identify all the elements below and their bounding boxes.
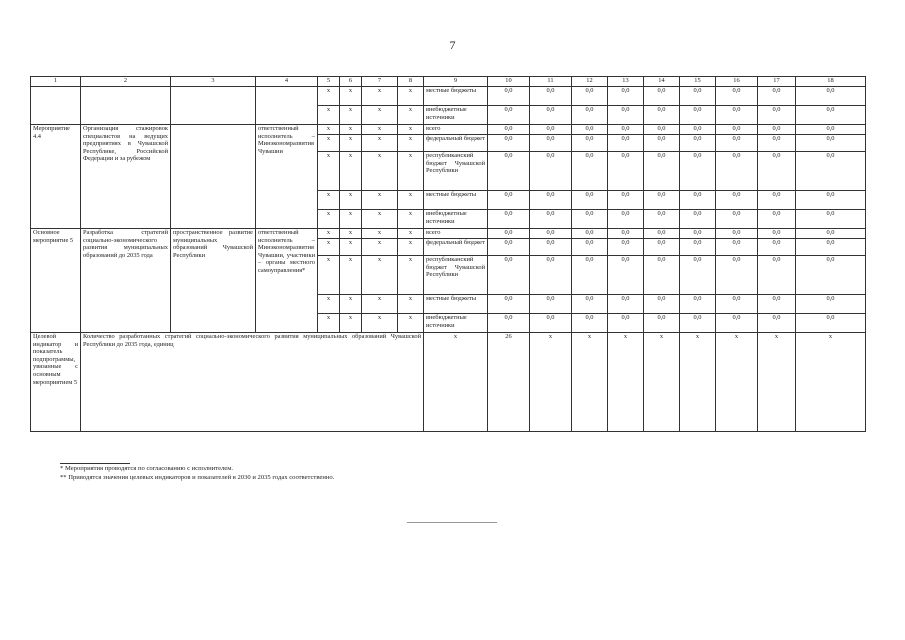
value-cell: 0,0 bbox=[608, 106, 644, 125]
continuation-row bbox=[31, 87, 866, 106]
value-cell: 0,0 bbox=[758, 295, 796, 314]
table-cell: x bbox=[340, 229, 362, 239]
value-cell: 0,0 bbox=[758, 106, 796, 125]
table-cell: x bbox=[340, 256, 362, 295]
table-cell: x bbox=[340, 125, 362, 135]
value-cell: 0,0 bbox=[644, 210, 680, 229]
value-cell: 0,0 bbox=[796, 229, 866, 239]
column-header: 2 bbox=[81, 77, 171, 87]
value-cell: 0,0 bbox=[680, 314, 716, 333]
value-cell: 0,0 bbox=[680, 125, 716, 135]
value-cell: 0,0 bbox=[644, 191, 680, 210]
value-cell: 0,0 bbox=[680, 135, 716, 152]
value-cell: 0,0 bbox=[680, 106, 716, 125]
value-cell: 0,0 bbox=[796, 295, 866, 314]
table-cell: x bbox=[362, 314, 398, 333]
table-cell: x bbox=[398, 210, 424, 229]
value-cell: 0,0 bbox=[572, 229, 608, 239]
table-cell: x bbox=[318, 239, 340, 256]
table-cell: x bbox=[362, 191, 398, 210]
value-cell: 0,0 bbox=[572, 87, 608, 106]
measure-5-row bbox=[31, 229, 866, 239]
value-cell: 0,0 bbox=[796, 314, 866, 333]
table-cell: x bbox=[318, 135, 340, 152]
value-cell: 0,0 bbox=[530, 106, 572, 125]
footnote-2: ** Приводятся значения целевых индикаторов и показателей в 2030 и 2035 годах соответственно. bbox=[60, 474, 335, 481]
value-cell: 0,0 bbox=[530, 239, 572, 256]
table-cell: x bbox=[398, 314, 424, 333]
table-cell: x bbox=[362, 106, 398, 125]
table-cell: x bbox=[340, 295, 362, 314]
value-cell: 0,0 bbox=[644, 135, 680, 152]
value-cell: 0,0 bbox=[758, 191, 796, 210]
value-cell: 0,0 bbox=[488, 87, 530, 106]
table-cell: x bbox=[340, 135, 362, 152]
indicator-row bbox=[31, 333, 866, 432]
table-cell bbox=[31, 87, 81, 125]
table-cell: x bbox=[398, 135, 424, 152]
measure-name: Разработка стратегий социально-экономического развития муниципальных образований до 2035 года bbox=[81, 229, 171, 333]
table-cell: x bbox=[340, 314, 362, 333]
value-cell: 0,0 bbox=[572, 152, 608, 191]
value-cell: 0,0 bbox=[644, 229, 680, 239]
footnote-1: * Мероприятия проводятся по согласованию с исполнителем. bbox=[60, 465, 234, 472]
value-cell: 0,0 bbox=[796, 152, 866, 191]
column-header: 7 bbox=[362, 77, 398, 87]
table-cell: x bbox=[362, 87, 398, 106]
value-cell: 0,0 bbox=[572, 106, 608, 125]
value-cell: 0,0 bbox=[680, 191, 716, 210]
value-cell: 0,0 bbox=[530, 152, 572, 191]
value-cell: 0,0 bbox=[572, 256, 608, 295]
value-cell: 0,0 bbox=[488, 135, 530, 152]
value-cell: 0,0 bbox=[488, 314, 530, 333]
source-cell: федеральный бюджет bbox=[424, 239, 488, 256]
source-cell: федеральный бюджет bbox=[424, 135, 488, 152]
table-cell bbox=[81, 87, 171, 125]
source-cell: внебюджетные источники bbox=[424, 106, 488, 125]
value-cell: 0,0 bbox=[530, 256, 572, 295]
value-cell: 0,0 bbox=[488, 125, 530, 135]
value-cell: 0,0 bbox=[572, 295, 608, 314]
value-cell: 0,0 bbox=[530, 135, 572, 152]
value-cell: 0,0 bbox=[608, 135, 644, 152]
source-cell: республиканский бюджет Чувашской Республики bbox=[424, 256, 488, 295]
value-cell: 0,0 bbox=[680, 256, 716, 295]
measure-label: Мероприятие 4.4 bbox=[31, 125, 81, 229]
table-cell: x bbox=[318, 191, 340, 210]
executor-cell: ответственный исполнитель – Минэкономразвития Чувашии bbox=[256, 125, 318, 229]
value-cell: 0,0 bbox=[530, 87, 572, 106]
table-cell: x bbox=[318, 125, 340, 135]
table-cell: x bbox=[398, 295, 424, 314]
value-cell: 0,0 bbox=[716, 106, 758, 125]
value-cell: 0,0 bbox=[644, 152, 680, 191]
indicator-value: x bbox=[716, 333, 758, 432]
column-header: 4 bbox=[256, 77, 318, 87]
value-cell: 0,0 bbox=[644, 314, 680, 333]
value-cell: 0,0 bbox=[488, 210, 530, 229]
value-cell: 0,0 bbox=[644, 125, 680, 135]
column-header: 3 bbox=[171, 77, 256, 87]
table-cell: x bbox=[362, 256, 398, 295]
value-cell: 0,0 bbox=[716, 229, 758, 239]
measure-name: Организация стажировок специалистов на ведущих предприятиях в Чувашской Республике, Российской Федерации и за рубежом bbox=[81, 125, 171, 229]
value-cell: 0,0 bbox=[758, 314, 796, 333]
table-cell: x bbox=[398, 239, 424, 256]
value-cell: 0,0 bbox=[608, 152, 644, 191]
source-cell: местные бюджеты bbox=[424, 87, 488, 106]
column-header: 1 bbox=[31, 77, 81, 87]
value-cell: 0,0 bbox=[758, 210, 796, 229]
table-cell: x bbox=[398, 106, 424, 125]
column-header: 9 bbox=[424, 77, 488, 87]
value-cell: 0,0 bbox=[758, 125, 796, 135]
table-cell bbox=[171, 125, 256, 229]
value-cell: 0,0 bbox=[716, 87, 758, 106]
footnotes bbox=[60, 464, 334, 482]
value-cell: 0,0 bbox=[716, 295, 758, 314]
column-header: 18 bbox=[796, 77, 866, 87]
column-header: 13 bbox=[608, 77, 644, 87]
indicator-value: x bbox=[758, 333, 796, 432]
value-cell: 0,0 bbox=[716, 256, 758, 295]
source-cell: республиканский бюджет Чувашской Республики bbox=[424, 152, 488, 191]
indicator-text: Количество разработанных стратегий социально-экономического развития муниципальных образований Чувашской Республики до 2035 года, единиц bbox=[81, 333, 424, 432]
value-cell: 0,0 bbox=[572, 314, 608, 333]
indicator-value: x bbox=[680, 333, 716, 432]
value-cell: 0,0 bbox=[716, 135, 758, 152]
value-cell: 0,0 bbox=[716, 125, 758, 135]
table-cell: x bbox=[398, 191, 424, 210]
measure-4-4-row bbox=[31, 125, 866, 135]
table-cell: x bbox=[398, 125, 424, 135]
column-header: 11 bbox=[530, 77, 572, 87]
value-cell: 0,0 bbox=[758, 256, 796, 295]
value-cell: 0,0 bbox=[572, 191, 608, 210]
value-cell: 0,0 bbox=[644, 256, 680, 295]
table-cell: x bbox=[340, 106, 362, 125]
value-cell: 0,0 bbox=[796, 125, 866, 135]
column-header: 6 bbox=[340, 77, 362, 87]
table-cell: x bbox=[362, 125, 398, 135]
value-cell: 0,0 bbox=[716, 314, 758, 333]
value-cell: 0,0 bbox=[572, 239, 608, 256]
table-cell: x bbox=[340, 191, 362, 210]
table-cell: x bbox=[398, 87, 424, 106]
table-cell: x bbox=[318, 295, 340, 314]
value-cell: 0,0 bbox=[608, 210, 644, 229]
value-cell: 0,0 bbox=[716, 152, 758, 191]
value-cell: 0,0 bbox=[644, 239, 680, 256]
value-cell: 0,0 bbox=[716, 210, 758, 229]
table-cell: x bbox=[340, 87, 362, 106]
value-cell: 0,0 bbox=[572, 135, 608, 152]
value-cell: 0,0 bbox=[530, 210, 572, 229]
value-cell: 0,0 bbox=[680, 87, 716, 106]
value-cell: 0,0 bbox=[488, 239, 530, 256]
column-header: 8 bbox=[398, 77, 424, 87]
indicator-value: x bbox=[572, 333, 608, 432]
value-cell: 0,0 bbox=[716, 239, 758, 256]
table-cell: x bbox=[340, 210, 362, 229]
column-header: 5 bbox=[318, 77, 340, 87]
table-cell bbox=[256, 87, 318, 125]
value-cell: 0,0 bbox=[488, 191, 530, 210]
table-cell: x bbox=[318, 256, 340, 295]
indicator-value: x bbox=[608, 333, 644, 432]
budget-table bbox=[30, 76, 866, 432]
value-cell: 0,0 bbox=[644, 87, 680, 106]
value-cell: 0,0 bbox=[758, 239, 796, 256]
value-cell: 0,0 bbox=[608, 295, 644, 314]
value-cell: 0,0 bbox=[796, 135, 866, 152]
value-cell: 0,0 bbox=[796, 256, 866, 295]
value-cell: 0,0 bbox=[488, 229, 530, 239]
value-cell: 0,0 bbox=[488, 106, 530, 125]
table-cell: x bbox=[362, 295, 398, 314]
indicator-label: Целевой индикатор и показатель подпрограммы, увязанные с основным мероприятием 5 bbox=[31, 333, 81, 432]
value-cell: 0,0 bbox=[608, 87, 644, 106]
source-cell: местные бюджеты bbox=[424, 191, 488, 210]
indicator-value: 26 bbox=[488, 333, 530, 432]
table-cell: x bbox=[318, 106, 340, 125]
source-cell: всего bbox=[424, 125, 488, 135]
indicator-value: x bbox=[644, 333, 680, 432]
value-cell: 0,0 bbox=[644, 106, 680, 125]
table-cell: x bbox=[398, 229, 424, 239]
value-cell: 0,0 bbox=[530, 295, 572, 314]
value-cell: 0,0 bbox=[680, 152, 716, 191]
value-cell: 0,0 bbox=[530, 229, 572, 239]
header-row bbox=[31, 77, 866, 87]
value-cell: 0,0 bbox=[488, 295, 530, 314]
value-cell: 0,0 bbox=[530, 125, 572, 135]
indicator-value: x bbox=[796, 333, 866, 432]
source-cell: внебюджетные источники bbox=[424, 210, 488, 229]
value-cell: 0,0 bbox=[758, 87, 796, 106]
value-cell: 0,0 bbox=[530, 314, 572, 333]
value-cell: 0,0 bbox=[680, 229, 716, 239]
value-cell: 0,0 bbox=[608, 314, 644, 333]
table-cell: x bbox=[318, 152, 340, 191]
table-cell: x bbox=[398, 152, 424, 191]
value-cell: 0,0 bbox=[680, 210, 716, 229]
indicator-value: x bbox=[424, 333, 488, 432]
source-cell: всего bbox=[424, 229, 488, 239]
page-number: 7 bbox=[449, 38, 456, 52]
table-cell: x bbox=[398, 256, 424, 295]
column-header: 14 bbox=[644, 77, 680, 87]
executor-cell: ответственный исполнитель – Минэкономразвития Чувашии, участники – органы местного самоуправления* bbox=[256, 229, 318, 333]
value-cell: 0,0 bbox=[758, 152, 796, 191]
table-cell bbox=[171, 87, 256, 125]
column-header: 16 bbox=[716, 77, 758, 87]
end-rule bbox=[407, 522, 497, 523]
value-cell: 0,0 bbox=[796, 210, 866, 229]
value-cell: 0,0 bbox=[758, 135, 796, 152]
value-cell: 0,0 bbox=[796, 191, 866, 210]
table-cell: x bbox=[318, 314, 340, 333]
source-cell: местные бюджеты bbox=[424, 295, 488, 314]
measure-label: Основное мероприятие 5 bbox=[31, 229, 81, 333]
value-cell: 0,0 bbox=[796, 106, 866, 125]
value-cell: 0,0 bbox=[644, 295, 680, 314]
table-cell: x bbox=[340, 152, 362, 191]
table-cell: x bbox=[362, 229, 398, 239]
value-cell: 0,0 bbox=[608, 229, 644, 239]
value-cell: 0,0 bbox=[680, 239, 716, 256]
column-header: 10 bbox=[488, 77, 530, 87]
value-cell: 0,0 bbox=[530, 191, 572, 210]
value-cell: 0,0 bbox=[608, 125, 644, 135]
table-cell: x bbox=[362, 152, 398, 191]
value-cell: 0,0 bbox=[608, 191, 644, 210]
table-cell: x bbox=[340, 239, 362, 256]
table-cell: x bbox=[362, 135, 398, 152]
table-cell: x bbox=[318, 87, 340, 106]
table-cell: x bbox=[362, 210, 398, 229]
indicator-value: x bbox=[530, 333, 572, 432]
value-cell: 0,0 bbox=[758, 229, 796, 239]
value-cell: 0,0 bbox=[488, 152, 530, 191]
value-cell: 0,0 bbox=[680, 295, 716, 314]
value-cell: 0,0 bbox=[796, 87, 866, 106]
column-header: 17 bbox=[758, 77, 796, 87]
value-cell: 0,0 bbox=[716, 191, 758, 210]
table-cell: x bbox=[362, 239, 398, 256]
value-cell: 0,0 bbox=[796, 239, 866, 256]
value-cell: 0,0 bbox=[608, 239, 644, 256]
table-cell: x bbox=[318, 210, 340, 229]
column-header: 12 bbox=[572, 77, 608, 87]
table-cell: x bbox=[318, 229, 340, 239]
goal-cell: пространственное развитие муниципальных образований Чувашской Республики bbox=[171, 229, 256, 333]
value-cell: 0,0 bbox=[608, 256, 644, 295]
value-cell: 0,0 bbox=[572, 210, 608, 229]
value-cell: 0,0 bbox=[488, 256, 530, 295]
column-header: 15 bbox=[680, 77, 716, 87]
value-cell: 0,0 bbox=[572, 125, 608, 135]
source-cell: внебюджетные источники bbox=[424, 314, 488, 333]
